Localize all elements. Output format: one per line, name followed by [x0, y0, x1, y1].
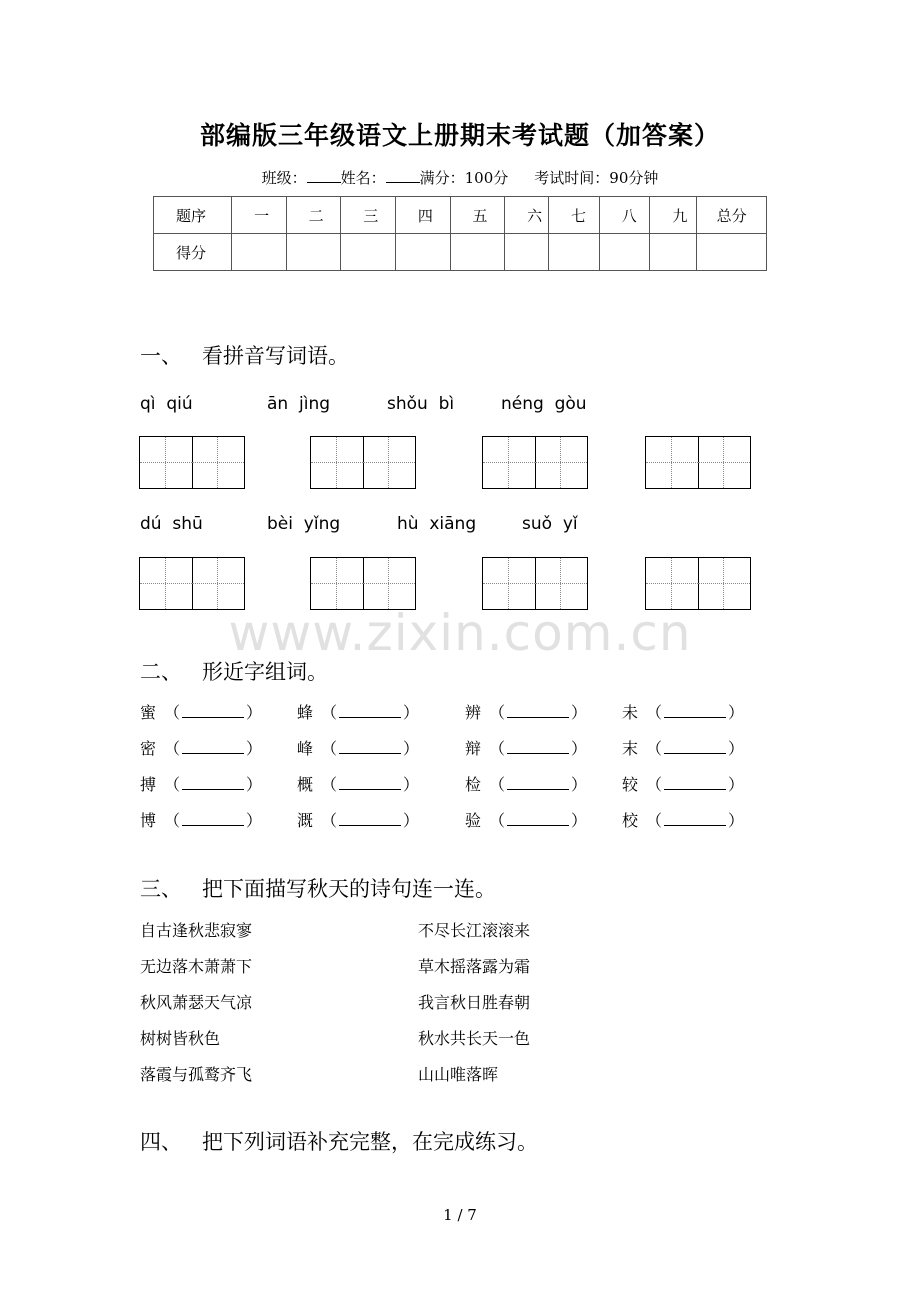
word-group-item	[297, 808, 419, 831]
answer-blank[interactable]	[664, 777, 726, 790]
answer-blank[interactable]	[182, 777, 244, 790]
answer-blank[interactable]	[507, 813, 569, 826]
target-character: 蜂	[297, 703, 314, 722]
open-paren: （	[164, 775, 181, 794]
target-character: 密	[140, 739, 157, 758]
word-group-item	[140, 736, 262, 759]
score-header-cell: 总分	[697, 197, 767, 234]
target-character: 末	[622, 739, 639, 758]
word-group-item	[297, 700, 419, 723]
word-group-item	[140, 808, 262, 831]
open-paren: （	[321, 811, 338, 830]
close-paren: ）	[403, 775, 420, 794]
word-group-item	[622, 736, 744, 759]
pinyin-2: ān jìng	[267, 394, 331, 414]
word-group-item	[465, 772, 587, 795]
close-paren: ）	[403, 703, 420, 722]
open-paren: （	[164, 703, 181, 722]
page-title: 部编版三年级语文上册期末考试题（加答案）	[199, 121, 720, 150]
answer-blank[interactable]	[339, 777, 401, 790]
poem-left-line[interactable]: 落霞与孤鹜齐飞	[140, 1065, 253, 1084]
answer-blank[interactable]	[507, 705, 569, 718]
section-2-heading	[140, 656, 328, 686]
name-label: 姓名：	[340, 169, 386, 187]
close-paren: ）	[246, 703, 263, 722]
score-cell[interactable]	[341, 234, 396, 271]
target-character: 博	[140, 811, 157, 830]
open-paren: （	[489, 775, 506, 794]
answer-blank[interactable]	[664, 705, 726, 718]
answer-blank[interactable]	[664, 741, 726, 754]
score-header-cell: 二	[286, 197, 341, 234]
target-character: 验	[465, 811, 482, 830]
section-1-number: 一、	[140, 344, 182, 368]
poem-right-line[interactable]: 不尽长江滚滚来	[418, 921, 531, 940]
score-header-cell: 一	[232, 197, 287, 234]
word-group-item	[140, 700, 262, 723]
open-paren: （	[646, 739, 663, 758]
close-paren: ）	[571, 811, 588, 830]
writing-grid[interactable]	[645, 557, 751, 610]
answer-blank[interactable]	[339, 813, 401, 826]
target-character: 概	[297, 775, 314, 794]
open-paren: （	[321, 775, 338, 794]
writing-grid[interactable]	[645, 436, 751, 489]
watermark: www.zixin.com.cn	[228, 604, 692, 662]
open-paren: （	[321, 739, 338, 758]
target-character: 较	[622, 775, 639, 794]
close-paren: ）	[403, 811, 420, 830]
section-1-heading	[140, 340, 349, 370]
score-table	[153, 196, 767, 271]
answer-blank[interactable]	[339, 705, 401, 718]
answer-blank[interactable]	[182, 741, 244, 754]
target-character: 辩	[465, 739, 482, 758]
writing-grid[interactable]	[482, 557, 588, 610]
poem-right-line[interactable]: 秋水共长天一色	[418, 1029, 531, 1048]
writing-grid[interactable]	[139, 436, 245, 489]
exam-time: 考试时间：90分钟	[534, 169, 659, 187]
answer-blank[interactable]	[507, 741, 569, 754]
word-group-item	[297, 736, 419, 759]
target-character: 蜜	[140, 703, 157, 722]
score-cell[interactable]	[650, 234, 697, 271]
writing-grid[interactable]	[310, 436, 416, 489]
open-paren: （	[164, 739, 181, 758]
word-group-item	[465, 700, 587, 723]
score-header-cell: 八	[599, 197, 650, 234]
close-paren: ）	[571, 739, 588, 758]
section-3-heading	[140, 873, 496, 903]
close-paren: ）	[728, 739, 745, 758]
poem-right-line[interactable]: 草木摇落露为霜	[418, 957, 531, 976]
score-row-label: 得分	[154, 234, 232, 271]
writing-grid[interactable]	[139, 557, 245, 610]
score-cell[interactable]	[232, 234, 287, 271]
score-header-cell: 四	[395, 197, 450, 234]
word-group-item	[465, 808, 587, 831]
target-character: 溉	[297, 811, 314, 830]
poem-left-line[interactable]: 无边落木萧萧下	[140, 957, 253, 976]
score-cell[interactable]	[697, 234, 767, 271]
section-2-number: 二、	[140, 660, 182, 684]
class-label: 班级：	[261, 169, 307, 187]
target-character: 辨	[465, 703, 482, 722]
target-character: 校	[622, 811, 639, 830]
section-4-title: 把下列词语补充完整，在完成练习。	[202, 1130, 538, 1154]
poem-right-line[interactable]: 山山唯落晖	[418, 1065, 499, 1084]
answer-blank[interactable]	[664, 813, 726, 826]
open-paren: （	[646, 703, 663, 722]
open-paren: （	[646, 775, 663, 794]
section-1-title: 看拼音写词语。	[202, 344, 349, 368]
poem-left-line[interactable]: 自古逢秋悲寂寥	[140, 921, 253, 940]
answer-blank[interactable]	[182, 813, 244, 826]
score-header-cell: 六	[505, 197, 549, 234]
score-header-cell: 题序	[154, 197, 232, 234]
close-paren: ）	[728, 811, 745, 830]
score-table-header-row	[154, 197, 767, 234]
pinyin-3: shǒu bì	[387, 394, 455, 414]
word-group-item	[622, 772, 744, 795]
score-header-cell: 五	[450, 197, 505, 234]
writing-grid[interactable]	[482, 436, 588, 489]
writing-grid[interactable]	[310, 557, 416, 610]
class-blank[interactable]	[307, 168, 341, 183]
section-4-number: 四、	[140, 1130, 182, 1154]
exam-info-line	[0, 167, 920, 188]
section-4-heading	[140, 1126, 538, 1156]
score-cell[interactable]	[505, 234, 549, 271]
poem-left-line[interactable]: 树树皆秋色	[140, 1029, 221, 1048]
close-paren: ）	[403, 739, 420, 758]
open-paren: （	[321, 703, 338, 722]
name-blank[interactable]	[386, 168, 420, 183]
score-header-cell: 七	[548, 197, 599, 234]
poem-right-line[interactable]: 我言秋日胜春朝	[418, 993, 531, 1012]
answer-blank[interactable]	[507, 777, 569, 790]
score-cell[interactable]	[286, 234, 341, 271]
close-paren: ）	[571, 703, 588, 722]
open-paren: （	[489, 811, 506, 830]
pinyin-4: néng gòu	[501, 394, 587, 414]
pinyin-1: qì qiú	[140, 394, 193, 414]
pinyin-8: suǒ yǐ	[522, 514, 578, 534]
word-group-item	[622, 700, 744, 723]
word-group-item	[465, 736, 587, 759]
close-paren: ）	[571, 775, 588, 794]
section-2-title: 形近字组词。	[202, 660, 328, 684]
poem-left-line[interactable]: 秋风萧瑟天气凉	[140, 993, 253, 1012]
page-number: 1 / 7	[443, 1206, 477, 1224]
close-paren: ）	[728, 703, 745, 722]
section-3-number: 三、	[140, 877, 182, 901]
word-group-item	[622, 808, 744, 831]
close-paren: ）	[246, 811, 263, 830]
close-paren: ）	[246, 739, 263, 758]
open-paren: （	[489, 739, 506, 758]
close-paren: ）	[728, 775, 745, 794]
target-character: 峰	[297, 739, 314, 758]
full-score: 满分：100分	[419, 169, 509, 187]
target-character: 搏	[140, 775, 157, 794]
score-header-cell: 九	[650, 197, 697, 234]
score-table-score-row	[154, 234, 767, 271]
word-group-item	[297, 772, 419, 795]
answer-blank[interactable]	[339, 741, 401, 754]
close-paren: ）	[246, 775, 263, 794]
target-character: 未	[622, 703, 639, 722]
open-paren: （	[489, 703, 506, 722]
open-paren: （	[646, 811, 663, 830]
answer-blank[interactable]	[182, 705, 244, 718]
score-cell[interactable]	[395, 234, 450, 271]
score-cell[interactable]	[450, 234, 505, 271]
word-group-item	[140, 772, 262, 795]
pinyin-5: dú shū	[140, 514, 203, 534]
section-3-title: 把下面描写秋天的诗句连一连。	[202, 877, 496, 901]
score-header-cell: 三	[341, 197, 396, 234]
pinyin-7: hù xiāng	[397, 514, 477, 534]
score-cell[interactable]	[548, 234, 599, 271]
open-paren: （	[164, 811, 181, 830]
target-character: 检	[465, 775, 482, 794]
score-cell[interactable]	[599, 234, 650, 271]
pinyin-6: bèi yǐng	[267, 514, 341, 534]
